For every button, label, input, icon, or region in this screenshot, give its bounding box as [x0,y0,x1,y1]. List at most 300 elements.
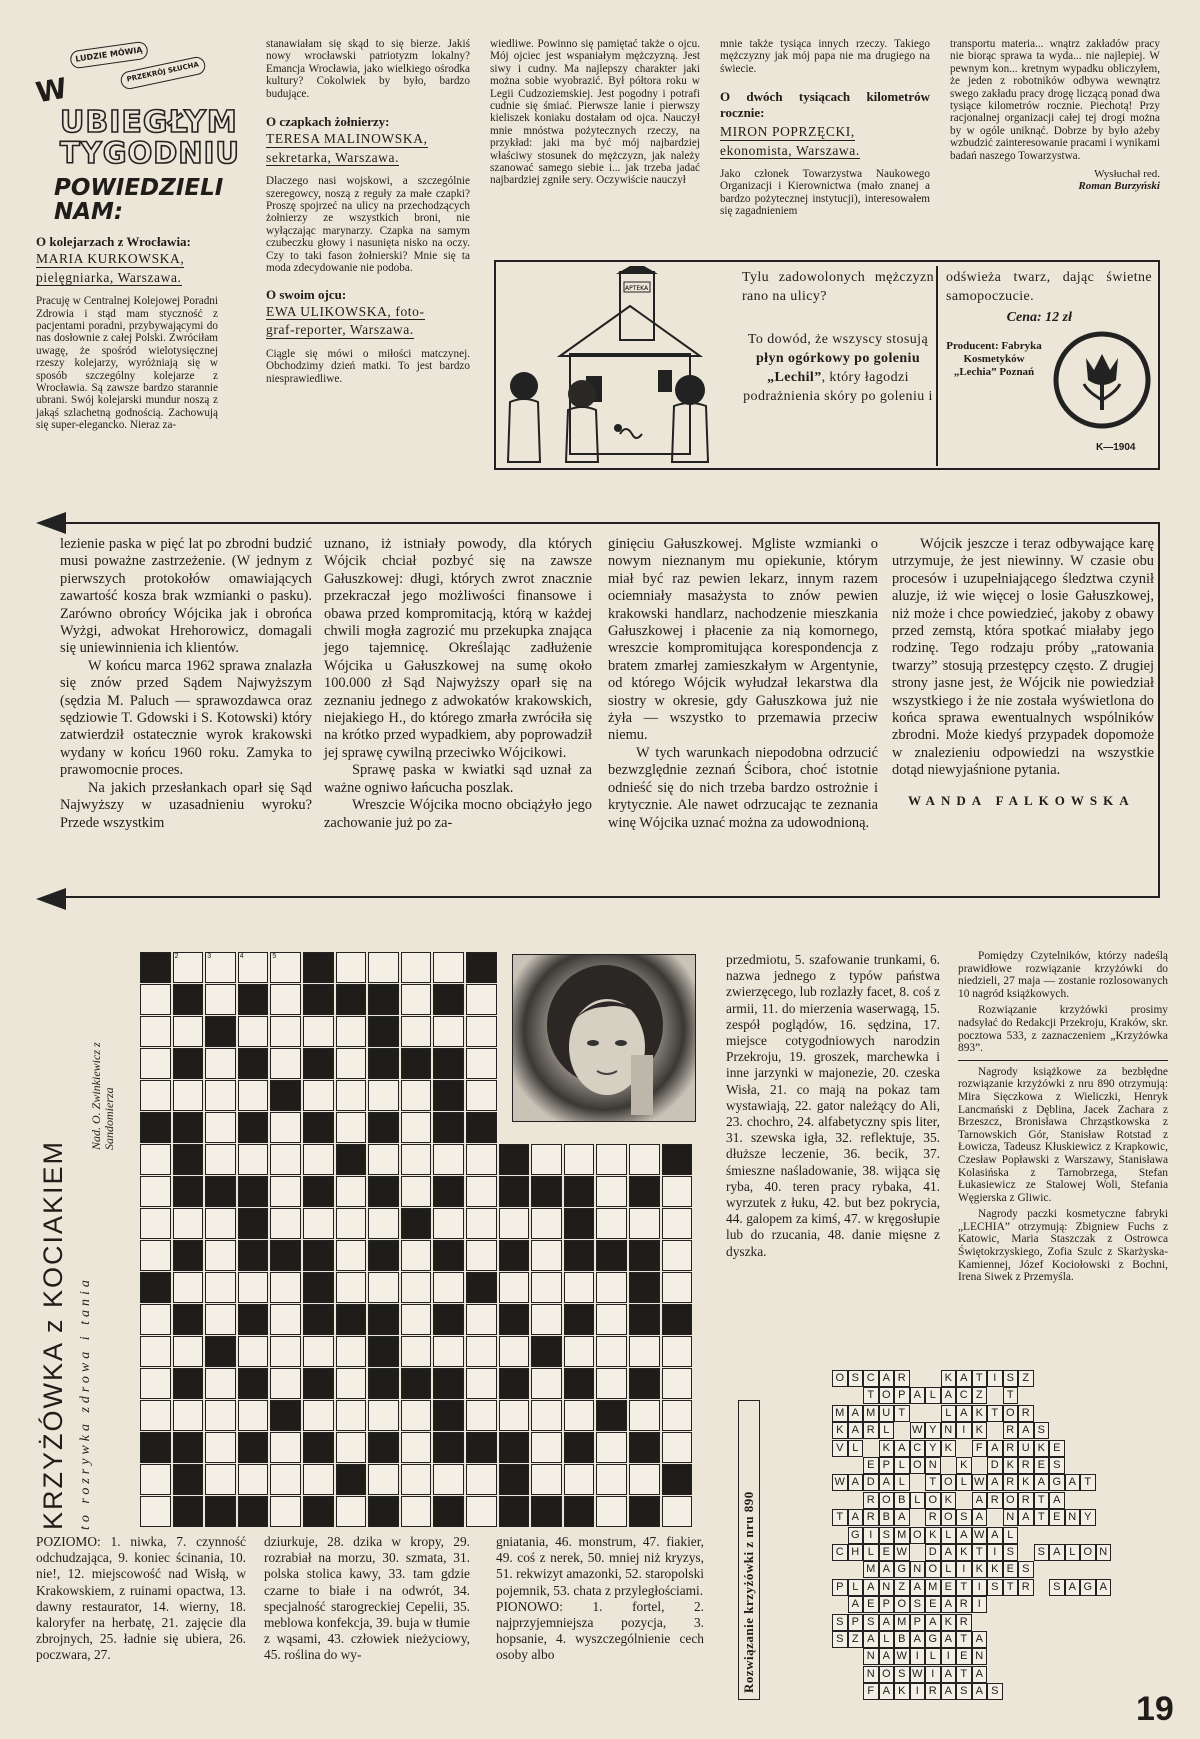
crossword-cell[interactable] [466,1400,497,1431]
clues-poziomo-2: dziurkuje, 28. dzika w kropy, 29. rozrabiał na morzu, 30. szmata, 31. polska stolica kawy, 33. tam gdzie czarne to białe i na odwrót, 34. specjalność starogreckiej Cepelii, 35. meblowa konfekcja, 39. buja w tłumie z wąsami, 43. człowiek nieżyciowy, 45. roślina do wy- [264,1534,470,1663]
solution-cell: F [972,1440,988,1457]
solution-cell: S [956,1509,972,1526]
crossword-cell [499,1240,530,1271]
crossword-cell[interactable] [401,1304,432,1335]
text-col5: transportu materia... wnątrz zakładów pracy nie biorąc sprawa ta wyda... nie najlepiej. W pewnym kon... kretnym wypadku obliczyłem, że jeden z robotników odbywa wewnątrz swego zakładu pracy drogę liczącą ponad dwa tysiące kilometrów rocznie. Piechotą! Przy racjonalnej organizacji całej tej drogi można by w ogóle uniknąć. Dobrze by było ażeby wzbudzić zainteresowanie pracami i wynikami badań naszego Towarzystwa. [950,38,1160,162]
clues-pionowo-1: PIONOWO: 1. fortel, 2. najprzyjemniejsza pozycja, 3. hopsanie, 4. wyszczególnienie cech osoby albo [496,1598,704,1663]
crossword-cell[interactable] [336,1432,367,1463]
solution-cell: A [925,1614,941,1631]
solution-cell: T [972,1544,988,1561]
crossword-cell[interactable] [433,1272,464,1303]
crossword-cell[interactable] [205,1400,236,1431]
solution-cell: S [987,1683,1003,1700]
crossword-cell [238,1304,269,1335]
crossword-info-column [958,950,1168,1284]
solution-cell: A [972,1683,988,1700]
crossword-cell[interactable] [401,1016,432,1047]
crossword-cell[interactable] [596,1336,627,1367]
solution-cell: S [1034,1544,1050,1561]
crossword-cell[interactable] [368,1464,399,1495]
solution-cell: E [941,1579,957,1596]
crossword-cell [433,1368,464,1399]
solution-cell: A [910,1631,926,1648]
crossword-cell [303,1496,334,1527]
column-2 [266,38,470,387]
crossword-cell[interactable] [466,1176,497,1207]
crossword-cell [173,1432,204,1463]
solution-cell: B [894,1631,910,1648]
crossword-cell[interactable] [238,1336,269,1367]
crossword-cell[interactable] [303,1464,334,1495]
crossword-cell[interactable] [433,1208,464,1239]
crossword-cell[interactable] [531,1368,562,1399]
crossword-cell[interactable] [662,1400,693,1431]
crossword-cell[interactable] [336,1016,367,1047]
crossword-cell[interactable] [596,1464,627,1495]
crossword-cell[interactable] [662,1432,693,1463]
crossword-cell[interactable] [336,1080,367,1111]
solution-cell: R [1003,1474,1019,1491]
crossword-cell[interactable] [140,1048,171,1079]
crossword-cell[interactable] [140,1368,171,1399]
crossword-cell[interactable] [531,1432,562,1463]
crossword-cell[interactable] [401,1336,432,1367]
text-ulikowska: Ciągle się mówi o miłości matczynej. Obchodzimy dzień matki. To jest bardzo niesprawiedliwe. [266,347,470,385]
crossword-cell[interactable] [499,1272,530,1303]
solution-cell: R [1018,1579,1034,1596]
crossword-cell[interactable] [140,1016,171,1047]
ad-text-2b: płyn ogórkowy po goleniu „Lechil” [755,351,921,385]
crossword-cell[interactable] [173,1080,204,1111]
crossword-cell[interactable] [140,1080,171,1111]
crossword-cell[interactable] [433,1016,464,1047]
crossword-cell[interactable] [336,1496,367,1527]
solution-cell: O [879,1492,895,1509]
solution-cell: A [848,1422,864,1439]
crossword-cell[interactable] [270,1272,301,1303]
crossword-cell[interactable] [270,1336,301,1367]
crossword-cell[interactable] [205,1144,236,1175]
crossword-cell[interactable] [173,1016,204,1047]
crossword-cell[interactable] [466,1304,497,1335]
solution-cell: L [848,1579,864,1596]
crossword-cell[interactable] [368,952,399,983]
crossword-cell [368,1176,399,1207]
solution-cell: W [894,1648,910,1665]
crossword-cell[interactable] [270,1144,301,1175]
crossword-cell [499,1144,530,1175]
crossword-cell [466,952,497,983]
crossword-cell[interactable] [596,1176,627,1207]
crossword-cell [433,1496,464,1527]
crossword-cell[interactable] [531,1464,562,1495]
crossword-cell[interactable] [140,1464,171,1495]
crossword-cell [564,1368,595,1399]
crossword-cell[interactable] [466,1240,497,1271]
solution-cell: L [941,1527,957,1544]
crossword-cell[interactable] [401,1464,432,1495]
crossword-cell[interactable] [270,1048,301,1079]
crossword-cell [564,1208,595,1239]
crossword-cell[interactable] [173,952,204,983]
crossword-cell[interactable] [466,1496,497,1527]
solution-cell: T [1003,1387,1019,1404]
solution-cell: O [925,1561,941,1578]
crossword-cell[interactable] [401,1496,432,1527]
article-p5: Sprawę paska w kwiatki sąd uznał za ważne ogniwo łańcucha poszlak. [324,762,592,796]
crossword-cell [499,1496,530,1527]
solution-cell: A [987,1440,1003,1457]
solution-label: Rozwiązanie krzyżówki z nru 890 [738,1400,760,1700]
crossword-cell[interactable] [401,1272,432,1303]
crossword-cell[interactable] [336,952,367,983]
crossword-cell[interactable] [466,1464,497,1495]
crossword-cell[interactable] [401,1144,432,1175]
role-malinowska: sekretarka, Warszawa. [266,149,400,165]
crossword-cell[interactable] [401,1240,432,1271]
crossword-portrait-photo [512,954,696,1122]
crossword-cell[interactable] [140,1400,171,1431]
crossword-cell[interactable] [499,1208,530,1239]
crossword-cell[interactable] [499,1336,530,1367]
crossword-cell[interactable] [205,1240,236,1271]
crossword-cell[interactable] [596,1432,627,1463]
crossword-cell[interactable] [336,1336,367,1367]
article-p8: W tych warunkach niepodobna odrzucić bezwzględnie zeznań Ścibora, choć istotnie odnieść się do nich trzeba bardzo ostrożnie i krytycznie. Ale nawet odrzucając te zeznania winę Wójcika uznać można za udowodnioną. [608,744,878,831]
solution-cell: A [848,1474,864,1491]
crossword-subtitle: to rozrywka zdrowa i tania [78,1276,93,1530]
crossword-cell[interactable] [205,952,236,983]
ad-price: Cena: 12 zł [1006,310,1072,325]
solution-cell: L [894,1457,910,1474]
ad-text-2a: To dowód, że wszyscy stosują [747,332,929,347]
crossword-cell[interactable] [238,1464,269,1495]
crossword-cell[interactable] [238,1016,269,1047]
clues-col-4 [726,952,940,1260]
crossword-cell[interactable] [531,1304,562,1335]
crossword-cell[interactable] [466,1336,497,1367]
crossword-cell[interactable] [466,1016,497,1047]
solution-cell: N [910,1561,926,1578]
crossword-cell[interactable] [140,984,171,1015]
crossword-cell[interactable] [336,1176,367,1207]
column-5 [950,38,1160,193]
crossword-cell[interactable] [596,1272,627,1303]
crossword-cell[interactable] [270,1304,301,1335]
solution-cell: C [863,1370,879,1387]
crossword-cell[interactable] [205,1272,236,1303]
crossword-cell[interactable] [433,952,464,983]
crossword-cell[interactable] [662,1336,693,1367]
crossword-cell[interactable] [466,1144,497,1175]
crossword-cell[interactable] [401,1432,432,1463]
crossword-cell[interactable] [629,1464,660,1495]
solution-cell: V [832,1440,848,1457]
crossword-cell[interactable] [336,1272,367,1303]
solution-cell: R [1018,1457,1034,1474]
crossword-cell[interactable] [531,1240,562,1271]
crossword-cell[interactable] [368,1400,399,1431]
solution-cell: A [941,1631,957,1648]
solution-cell: Y [925,1422,941,1439]
crossword-cell[interactable] [564,1464,595,1495]
solution-cell: G [894,1561,910,1578]
crossword-cell [173,1464,204,1495]
crossword-cell[interactable] [336,1048,367,1079]
crossword-cell [564,1304,595,1335]
crossword-cell[interactable] [270,952,301,983]
solution-cell: N [863,1666,879,1683]
crossword-cell[interactable] [205,1208,236,1239]
crossword-cell[interactable] [662,1176,693,1207]
solution-cell: K [1018,1474,1034,1491]
crossword-cell[interactable] [433,1464,464,1495]
sign-line1: Wysłuchał red. [1094,168,1160,181]
crossword-cell[interactable] [173,1272,204,1303]
solution-cell: L [925,1648,941,1665]
solution-cell: I [941,1648,957,1665]
crossword-cell[interactable] [466,984,497,1015]
solution-cell: K [987,1561,1003,1578]
solution-cell: O [941,1474,957,1491]
solution-cell: D [925,1544,941,1561]
solution-grid [832,1370,1142,1710]
text-col4-top: mnie także tysiąca innych rzeczy. Takiego mężczyzny jak mój papa nie ma drugiego na świecie. [720,38,930,75]
crossword-cell[interactable] [596,1208,627,1239]
crossword-cell[interactable] [205,1464,236,1495]
crossword-cell [564,1240,595,1271]
solution-cell: O [925,1492,941,1509]
crossword-cell[interactable] [173,1208,204,1239]
solution-cell: T [956,1666,972,1683]
crossword-cell[interactable] [596,1304,627,1335]
crossword-cell[interactable] [629,1144,660,1175]
crossword-cell[interactable] [564,1272,595,1303]
crossword-cell[interactable] [336,1368,367,1399]
solution-cell: Y [1080,1509,1096,1526]
crossword-cell[interactable] [336,1112,367,1143]
crossword-cell [629,1368,660,1399]
crossword-cell[interactable] [303,1144,334,1175]
crossword-cell[interactable] [205,1112,236,1143]
article-p3: Na jakich przesłankach oparł się Sąd Najwyższy w uzasadnieniu wyroku? Przede wszystkim [60,779,312,831]
crossword-cell [205,1496,236,1527]
solution-cell: K [972,1422,988,1439]
solution-cell: A [941,1387,957,1404]
crossword-cell[interactable] [662,1496,693,1527]
solution-cell: L [879,1631,895,1648]
crossword-cell [401,1048,432,1079]
crossword-cell[interactable] [140,1336,171,1367]
crossword-cell[interactable] [173,1400,204,1431]
crossword-cell[interactable] [140,1240,171,1271]
clues-poziomo-1: POZIOMO: 1. niwka, 7. czynność odchudzająca, 9. koniec ścinania, 10. nie!, 12. miejscowość nad Wisłą, w Krakowskiem, z ruinami opactwa, 13. dawny restaurator, 14. wierny, 18. kaloryfer na herbatę, 21. zajęcie dla zbrojnych, 25. ładnie się ubiera, 26. poczwara, 27. [36,1534,246,1663]
logo-line2: TYGODNIU [60,136,240,170]
crossword-cell[interactable] [596,1144,627,1175]
crossword-cell[interactable] [140,1208,171,1239]
crossword-cell[interactable] [270,1208,301,1239]
crossword-cell [433,1048,464,1079]
info-winners-books: Nagrody książkowe za bezbłędne rozwiązanie krzyżówki z nru 890 otrzymują: Mira Sięczkowa z Wieliczki, Henryk Lancmański z Dęblina, Jacek Zachara z Brzeszcz, Bronisława Chrząstkowska z Tarnowskich Gór, Stanisław Rotstad z Łowicza, Tadeusz Kłuskiewicz z Krapkowic, Czesław Popławski z Warszawy, Stanisława Kolasińska z Tarnobrzega, Stefan Łukasiewicz ze Stalowej Woli, Stefania Węgierska z Gliwic. [958,1065,1168,1204]
crossword-cell[interactable] [303,1016,334,1047]
crossword-cell[interactable] [303,1336,334,1367]
crossword-cell [238,1208,269,1239]
crossword-cell[interactable] [270,1112,301,1143]
solution-cell: K [956,1457,972,1474]
crossword-cell[interactable] [401,1112,432,1143]
crossword-cell[interactable] [270,984,301,1015]
crossword-cell[interactable] [270,1464,301,1495]
crossword-cell[interactable] [205,1368,236,1399]
crossword-cell[interactable] [205,984,236,1015]
crossword-cell[interactable] [238,1080,269,1111]
crossword-cell[interactable] [531,1208,562,1239]
crossword-cell [173,1048,204,1079]
solution-cell: F [863,1683,879,1700]
crossword-cell [270,1240,301,1271]
crossword-cell[interactable] [140,1176,171,1207]
crossword-cell[interactable] [433,1336,464,1367]
crossword-cell[interactable] [401,1080,432,1111]
solution-cell: A [1049,1492,1065,1509]
crossword-cell[interactable] [466,1080,497,1111]
solution-cell: P [832,1579,848,1596]
crossword-cell[interactable] [401,984,432,1015]
crossword-cell[interactable] [238,1400,269,1431]
crossword-cell[interactable] [238,952,269,983]
crossword-cell[interactable] [336,1400,367,1431]
crossword-cell[interactable] [662,1240,693,1271]
crossword-cell[interactable] [270,1496,301,1527]
crossword-cell [303,1432,334,1463]
solution-cell: A [848,1405,864,1422]
crossword-cell[interactable] [205,1080,236,1111]
solution-cell: A [1018,1509,1034,1526]
crossword-cell[interactable] [401,1400,432,1431]
crossword-cell [368,984,399,1015]
crossword-cell[interactable] [270,1368,301,1399]
crossword-cell[interactable] [564,1144,595,1175]
crossword-cell[interactable] [303,1208,334,1239]
crossword-cell [238,1368,269,1399]
solution-cell: S [1049,1579,1065,1596]
crossword-cell[interactable] [629,1208,660,1239]
crossword-cell [433,1304,464,1335]
crossword-cell[interactable] [466,1208,497,1239]
crossword-cell [336,1464,367,1495]
logo-badge-top: LUDZIE MÓWIĄ [69,41,149,70]
crossword-cell[interactable] [368,1144,399,1175]
crossword-cell[interactable] [662,1368,693,1399]
crossword-cell[interactable] [629,1336,660,1367]
crossword-cell[interactable] [205,1304,236,1335]
solution-cell: K [941,1492,957,1509]
crossword-cell[interactable] [368,1080,399,1111]
solution-cell: R [925,1683,941,1700]
crossword-cell [173,1496,204,1527]
ad-producer: Producent: Fabryka Kosmetyków „Lechia” Poznań [946,340,1042,378]
crossword-cell[interactable] [336,1208,367,1239]
crossword-cell [270,1400,301,1431]
crossword-cell [466,1432,497,1463]
crossword-cell [629,1272,660,1303]
crossword-cell[interactable] [238,1144,269,1175]
crossword-cell[interactable] [270,1016,301,1047]
crossword-cell[interactable] [401,952,432,983]
solution-cell: Y [925,1440,941,1457]
crossword-cell[interactable] [466,1368,497,1399]
solution-cell: T [1003,1579,1019,1596]
crossword-cell [629,1496,660,1527]
crossword-cell[interactable] [140,1144,171,1175]
crossword-cell [205,1176,236,1207]
crossword-cell[interactable] [303,1400,334,1431]
crossword-cell [238,984,269,1015]
solution-cell: L [894,1474,910,1491]
crossword-cell [336,984,367,1015]
solution-cell: A [879,1474,895,1491]
solution-cell: A [879,1648,895,1665]
solution-cell: L [1065,1544,1081,1561]
crossword-cell[interactable] [205,1432,236,1463]
name-malinowska: TERESA MALINOWSKA, [266,131,428,147]
crossword-cell [368,1112,399,1143]
crossword-cell[interactable] [336,1240,367,1271]
solution-cell: R [1018,1405,1034,1422]
crossword-cell[interactable] [433,1144,464,1175]
crossword-cell[interactable] [531,1144,562,1175]
crossword-cell [205,1336,236,1367]
crossword-cell[interactable] [499,1400,530,1431]
crossword-cell[interactable] [596,1368,627,1399]
solution-cell: I [972,1579,988,1596]
crossword-cell[interactable] [205,1048,236,1079]
solution-cell: S [1018,1561,1034,1578]
crossword-cell[interactable] [173,1336,204,1367]
crossword-cell [433,984,464,1015]
article-col-1 [60,536,312,832]
crossword-cell[interactable] [368,1208,399,1239]
article-col-2 [324,536,592,832]
logo-line3: POWIEDZIELI [54,175,224,201]
crossword-cell[interactable] [368,1272,399,1303]
crossword-clue-number: 2 [174,953,179,960]
crossword-cell[interactable] [629,1400,660,1431]
crossword-cell[interactable] [270,1432,301,1463]
crossword-cell[interactable] [401,1176,432,1207]
crossword-cell[interactable] [596,1496,627,1527]
ad-text-2c: , który łagodzi podrażnienia skóry po goleniu i [743,370,933,404]
crossword-cell[interactable] [303,1080,334,1111]
crossword-cell[interactable] [531,1272,562,1303]
crossword-cell[interactable] [270,1176,301,1207]
solution-cell: O [879,1666,895,1683]
solution-cell: W [910,1666,926,1683]
crossword-cell[interactable] [564,1400,595,1431]
crossword-cell[interactable] [140,1304,171,1335]
solution-cell: M [863,1405,879,1422]
solution-cell: L [863,1544,879,1561]
crossword-cell[interactable] [531,1400,562,1431]
crossword-cell[interactable] [466,1048,497,1079]
crossword-cell[interactable] [238,1272,269,1303]
crossword-cell[interactable] [662,1272,693,1303]
crossword-cell[interactable] [662,1208,693,1239]
crossword-cell [401,1208,432,1239]
crossword-cell[interactable] [140,1496,171,1527]
crossword-cell [140,952,171,983]
crossword-cell[interactable] [564,1336,595,1367]
